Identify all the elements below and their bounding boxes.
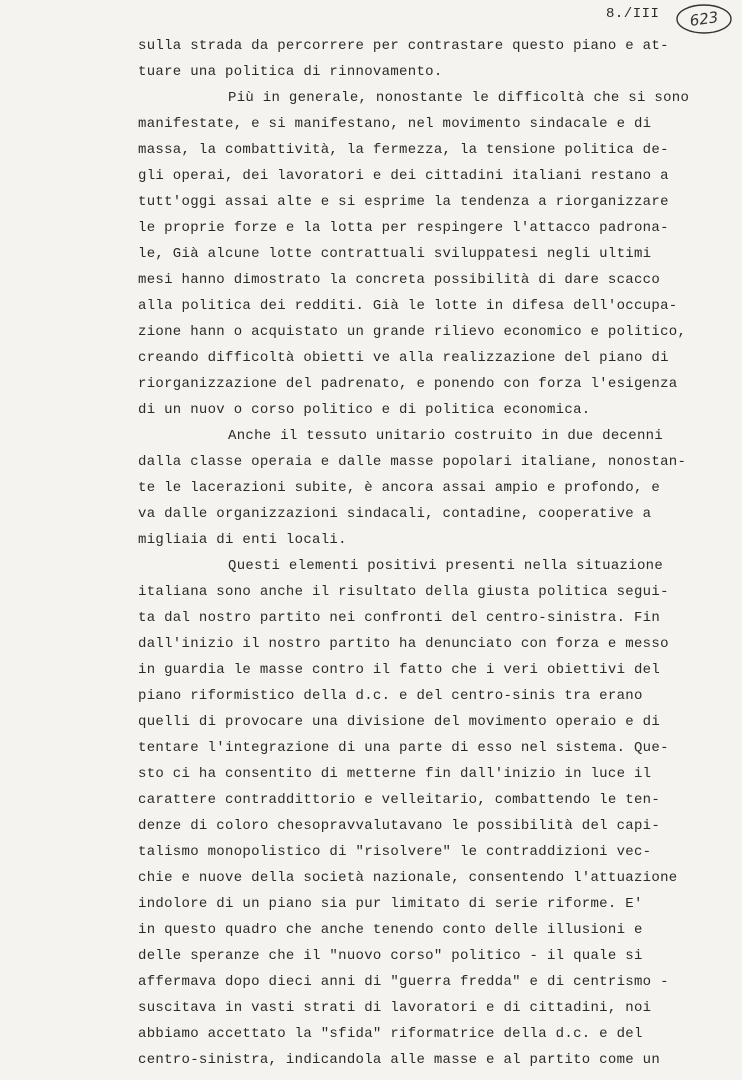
text-line: suscitava in vasti strati di lavoratori e di cittadini, noi bbox=[138, 1000, 652, 1016]
text-line: Più in generale, nonostante le difficoltà che si sono bbox=[228, 90, 690, 106]
text-line: te le lacerazioni subite, è ancora assai ampio e profondo, e bbox=[138, 480, 661, 496]
text-line: denze di coloro chesopravvalutavano le possibilità del capi- bbox=[138, 818, 661, 834]
document-body bbox=[138, 33, 738, 1073]
text-line: tutt'oggi assai alte e si esprime la tendenza a riorganizzare bbox=[138, 194, 669, 210]
text-line: chie e nuove della società nazionale, consentendo l'attuazione bbox=[138, 870, 678, 886]
text-line: tentare l'integrazione di una parte di esso nel sistema. Que- bbox=[138, 740, 669, 756]
text-line: carattere contraddittorio e velleitario, combattendo le ten- bbox=[138, 792, 661, 808]
text-line: dall'inizio il nostro partito ha denunciato con forza e messo bbox=[138, 636, 669, 652]
text-line: abbiamo accettato la "sfida" riformatrice della d.c. e del bbox=[138, 1026, 643, 1042]
text-line: manifestate, e si manifestano, nel movimento sindacale e di bbox=[138, 116, 652, 132]
text-line: talismo monopolistico di "risolvere" le contraddizioni vec- bbox=[138, 844, 652, 860]
text-line: in questo quadro che anche tenendo conto delle illusioni e bbox=[138, 922, 643, 938]
text-line: migliaia di enti locali. bbox=[138, 532, 347, 548]
text-line: zione hann o acquistato un grande rilievo economico e politico, bbox=[138, 324, 687, 340]
archive-stamp bbox=[674, 2, 734, 36]
text-line: ta dal nostro partito nei confronti del centro-sinistra. Fin bbox=[138, 610, 661, 626]
text-line: di un nuov o corso politico e di politica economica. bbox=[138, 402, 591, 418]
text-line: sulla strada da percorrere per contrastare questo piano e at- bbox=[138, 38, 669, 54]
text-line: Anche il tessuto unitario costruito in due decenni bbox=[228, 428, 664, 444]
text-line: va dalle organizzazioni sindacali, contadine, cooperative a bbox=[138, 506, 652, 522]
text-line: alla politica dei redditi. Già le lotte in difesa dell'occupa- bbox=[138, 298, 678, 314]
text-line: italiana sono anche il risultato della giusta politica segui- bbox=[138, 584, 669, 600]
text-line: delle speranze che il "nuovo corso" politico - il quale si bbox=[138, 948, 643, 964]
text-line: quelli di provocare una divisione del movimento operaio e di bbox=[138, 714, 661, 730]
text-line: dalla classe operaia e dalle masse popolari italiane, nonostan- bbox=[138, 454, 687, 470]
text-line: le proprie forze e la lotta per respingere l'attacco padrona- bbox=[138, 220, 669, 236]
text-line: le, Già alcune lotte contrattuali sviluppatesi negli ultimi bbox=[138, 246, 652, 262]
text-line: massa, la combattività, la fermezza, la tensione politica de- bbox=[138, 142, 669, 158]
text-line: Questi elementi positivi presenti nella situazione bbox=[228, 558, 664, 574]
text-line: sto ci ha consentito di metterne fin dall'inizio in luce il bbox=[138, 766, 652, 782]
text-line: gli operai, dei lavoratori e dei cittadini italiani restano a bbox=[138, 168, 669, 184]
page-number: 8./III bbox=[606, 6, 660, 22]
text-line: tuare una politica di rinnovamento. bbox=[138, 64, 443, 80]
text-line: centro-sinistra, indicandola alle masse e al partito come un bbox=[138, 1052, 661, 1068]
text-line: indolore di un piano sia pur limitato di serie riforme. E' bbox=[138, 896, 643, 912]
text-line: riorganizzazione del padrenato, e ponendo con forza l'esigenza bbox=[138, 376, 678, 392]
text-line: piano riformistico della d.c. e del centro-sinis tra erano bbox=[138, 688, 643, 704]
text-line: affermava dopo dieci anni di "guerra fredda" e di centrismo - bbox=[138, 974, 669, 990]
text-line: creando difficoltà obietti ve alla realizzazione del piano di bbox=[138, 350, 669, 366]
stamp-number: 623 bbox=[688, 8, 720, 30]
text-line: mesi hanno dimostrato la concreta possibilità di dare scacco bbox=[138, 272, 661, 288]
text-line: in guardia le masse contro il fatto che i veri obiettivi del bbox=[138, 662, 661, 678]
